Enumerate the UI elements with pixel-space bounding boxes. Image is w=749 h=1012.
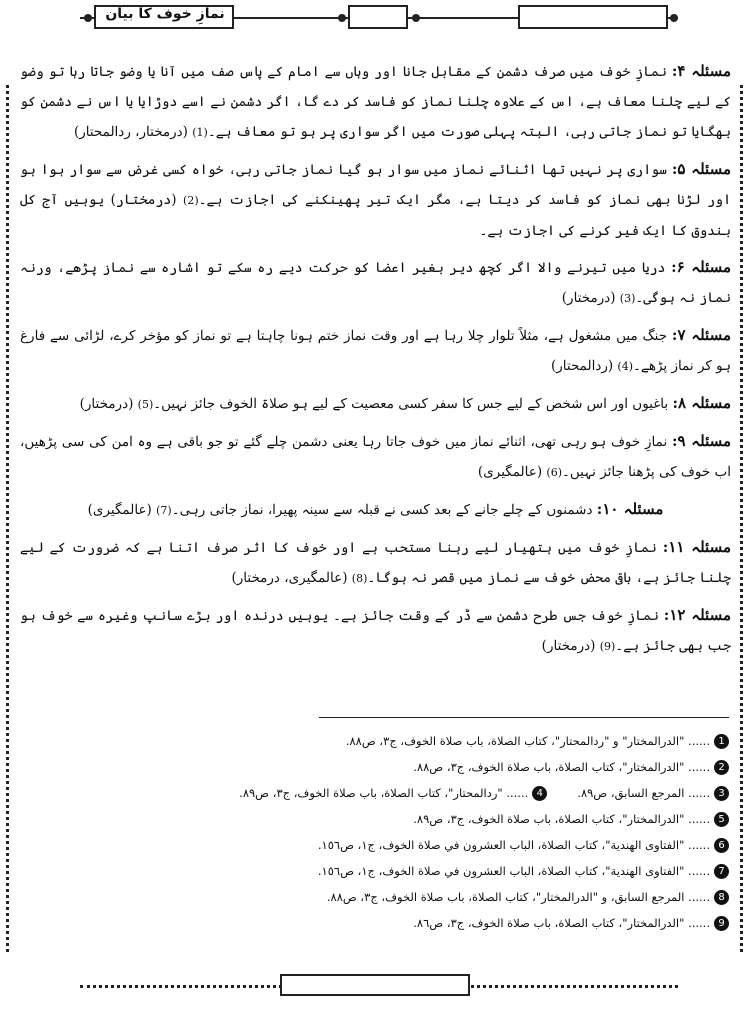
footnote-ref: (6) bbox=[546, 466, 562, 479]
footnote bbox=[40, 806, 729, 832]
footnote-ref: (9) bbox=[599, 640, 616, 653]
issue-text: جنگ میں مشغول ہے، مثلاً تلوار چلا رہا ہے اور وقت نماز ختم ہونا چاہتا ہے تو نماز کو مؤخر کرے، لڑائی سے فارغ ہو کر نماز پڑھے۔ bbox=[20, 328, 731, 374]
right-border-rail bbox=[740, 85, 743, 952]
footnote-text: ...... "الدرالمختار"، كتاب الصلاة، باب صلاة الخوف، ج٣، ص٨٨. bbox=[413, 760, 710, 774]
issue-source: (درمختار) یوہیں آج کل بندوق کا ایک فیر کرنے کی اجازت ہے۔ bbox=[20, 192, 731, 239]
footnote bbox=[40, 858, 729, 884]
footnote-number: 7 bbox=[714, 864, 729, 879]
issue-text: نمازِ خوف میں صرف دشمن کے مقابل جانا اور وہاں سے امام کے پاس صف میں آنا یا وضو جاتا رہا تو وضو کے لیے چلنا معاف ہے، اس کے علاوہ چلنا نماز کو فاسد کر دے گا، اگر دشمن نے اسے دوڑایا یا اس نے دشمن کو بھگایا تو نماز جاتی رہی، البتہ پہلی صورت میں اگر سواری پر ہو تو معاف ہے۔ bbox=[20, 64, 731, 140]
issue-paragraph bbox=[20, 532, 731, 594]
issue-text: نمازِ خوف میں ہتھیار لیے رہنا مستحب ہے اور خوف کا اثر صرف اتنا ہے کہ ضرورت کے لیے چلنا جائز ہے، باقی محض خوف سے نماز میں قصر نہ ہوگا۔ bbox=[20, 540, 731, 586]
footnote-ref: (8) bbox=[351, 572, 368, 585]
header-center-box bbox=[348, 5, 408, 29]
footnote bbox=[40, 780, 729, 806]
issue-text: باغیوں اور اس شخص کے لیے جس کا سفر کسی معصیت کے لیے ہو صلاۃ الخوف جائز نہیں۔ bbox=[153, 396, 673, 412]
footnote-text: ...... "الفتاوى الهندية"، كتاب الصلاة، الباب العشرون في صلاة الخوف، ج١، ص١٥٦. bbox=[317, 838, 710, 852]
footnote-number: 6 bbox=[714, 838, 729, 853]
issue-heading: مسئلہ ۴: bbox=[671, 62, 732, 80]
issues-body bbox=[20, 56, 731, 668]
issue-source: (ردالمحتار) bbox=[550, 358, 618, 374]
footnote-text: ...... المرجع السابق، ص٨٩. bbox=[577, 786, 710, 800]
issue-heading: مسئلہ ۷: bbox=[671, 326, 732, 344]
page-header bbox=[80, 5, 678, 31]
issue-paragraph bbox=[20, 320, 731, 382]
footnote bbox=[40, 832, 729, 858]
footnote-text: ...... "الفتاوى الهندية"، كتاب الصلاة، الباب العشرون في صلاة الخوف، ج١، ص١٥٦. bbox=[317, 864, 710, 878]
footnote-number: 4 bbox=[532, 786, 547, 801]
issue-text: دشمنوں کے چلے جانے کے بعد کسی نے قبلہ سے سینہ پھیرا، نماز جاتی رہی۔ bbox=[171, 502, 597, 518]
issue-text: نمازِ خوف ہو رہی تھی، اثنائے نماز میں خوف جاتا رہا یعنی دشمن چلے گئے تو جو باقی ہے وہ امن کی سی پڑھیں، اب خوف کی پڑھنا جائز نہیں۔ bbox=[20, 434, 731, 480]
issue-source: (عالمگیری) bbox=[477, 464, 547, 480]
issue-paragraph bbox=[20, 252, 731, 314]
issue-paragraph bbox=[20, 426, 731, 488]
issue-paragraph bbox=[20, 494, 731, 526]
issue-source: (درمختار) bbox=[541, 638, 600, 654]
left-border-rail bbox=[6, 85, 9, 952]
issue-heading: مسئلہ ۱۱: bbox=[662, 538, 732, 556]
footnote-text: ...... المرجع السابق، و "الدرالمختار"، كتاب الصلاة، باب صلاة الخوف، ج٣، ص٨٨. bbox=[326, 890, 710, 904]
issue-text: نمازِ خوف جس طرح دشمن سے ڈر کے وقت جائز ہے۔ یوہیں درندہ اور بڑے سانپ وغیرہ سے خوف ہو جب بھی جائز ہے۔ bbox=[20, 608, 731, 654]
header-ornament bbox=[84, 14, 92, 22]
issue-heading: مسئلہ ۱۲: bbox=[663, 606, 731, 624]
issue-source: (عالمگیری، درمختار) bbox=[231, 570, 352, 586]
footnote-number: 5 bbox=[714, 812, 729, 827]
footnote bbox=[40, 884, 729, 910]
issue-text: سواری پر نہیں تھا اثنائے نماز میں سوار ہو گیا نماز جاتی رہی، خواہ کسی غرض سے سوار ہوا ہو اور لڑنا بھی نماز کو فاسد کر دیتا ہے، مگر ایک تیر پھینکنے کی اجازت ہے۔ bbox=[20, 162, 731, 208]
footnote bbox=[40, 910, 729, 936]
issue-heading: مسئلہ ۹: bbox=[672, 432, 732, 450]
issue-paragraph bbox=[20, 600, 731, 662]
footnote-number: 1 bbox=[714, 734, 729, 749]
footnote-ref: (2) bbox=[183, 194, 199, 207]
header-ornament bbox=[670, 14, 678, 22]
footnote-number: 2 bbox=[714, 760, 729, 775]
issue-heading: مسئلہ ۵: bbox=[671, 160, 731, 178]
issue-source: (درمختار، ردالمحتار) bbox=[73, 124, 193, 140]
issue-source: (درمختار) bbox=[561, 290, 620, 306]
footnote-ref: (4) bbox=[617, 360, 634, 373]
issue-text: دریا میں تیرنے والا اگر کچھ دیر بغیر اعضا کو حرکت دیے رہ سکے تو اشارہ سے نماز پڑھے، ورنہ نماز نہ ہوگی۔ bbox=[20, 260, 731, 306]
footnote-ref: (5) bbox=[137, 398, 154, 411]
footnote-separator bbox=[319, 717, 729, 718]
footnote-number: 8 bbox=[714, 890, 729, 905]
issue-source: (عالمگیری) bbox=[87, 502, 157, 518]
issue-heading: مسئلہ ۱۰: bbox=[596, 500, 664, 518]
issue-heading: مسئلہ ۶: bbox=[671, 258, 732, 276]
issue-paragraph bbox=[20, 154, 731, 246]
issue-source: (درمختار) bbox=[79, 396, 138, 412]
page-title: نمازِ خوف کا بیان bbox=[105, 6, 225, 22]
page-footer bbox=[80, 974, 678, 998]
footer-box bbox=[280, 974, 470, 996]
footnote-number: 9 bbox=[714, 916, 729, 931]
footnote bbox=[40, 728, 729, 754]
issue-paragraph bbox=[20, 388, 731, 420]
footnote-number: 3 bbox=[714, 786, 729, 801]
header-ornament bbox=[338, 14, 346, 22]
footnote-ref: (1) bbox=[192, 126, 208, 139]
footnote-ref: (3) bbox=[619, 292, 636, 305]
header-right-box bbox=[518, 5, 668, 29]
footnotes bbox=[40, 728, 729, 936]
footnote-text: ...... "الدرالمختار"، كتاب الصلاة، باب صلاة الخوف، ج٣، ص٨٦. bbox=[413, 916, 710, 930]
issue-paragraph bbox=[20, 56, 731, 148]
footnote-text: ...... "ردالمحتار"، كتاب الصلاة، باب صلاة الخوف، ج٣، ص٨٩. bbox=[239, 786, 529, 800]
footnote-text: ...... "الدرالمختار"، كتاب الصلاة، باب صلاة الخوف، ج٣، ص٨٩. bbox=[413, 812, 710, 826]
issue-heading: مسئلہ ۸: bbox=[672, 394, 731, 412]
footnote bbox=[40, 754, 729, 780]
footnote-ref: (7) bbox=[156, 504, 172, 517]
header-ornament bbox=[412, 14, 420, 22]
footnote-text: ...... "الدرالمختار" و "ردالمحتار"، كتاب الصلاة، باب صلاة الخوف، ج٣، ص٨٨. bbox=[345, 734, 710, 748]
